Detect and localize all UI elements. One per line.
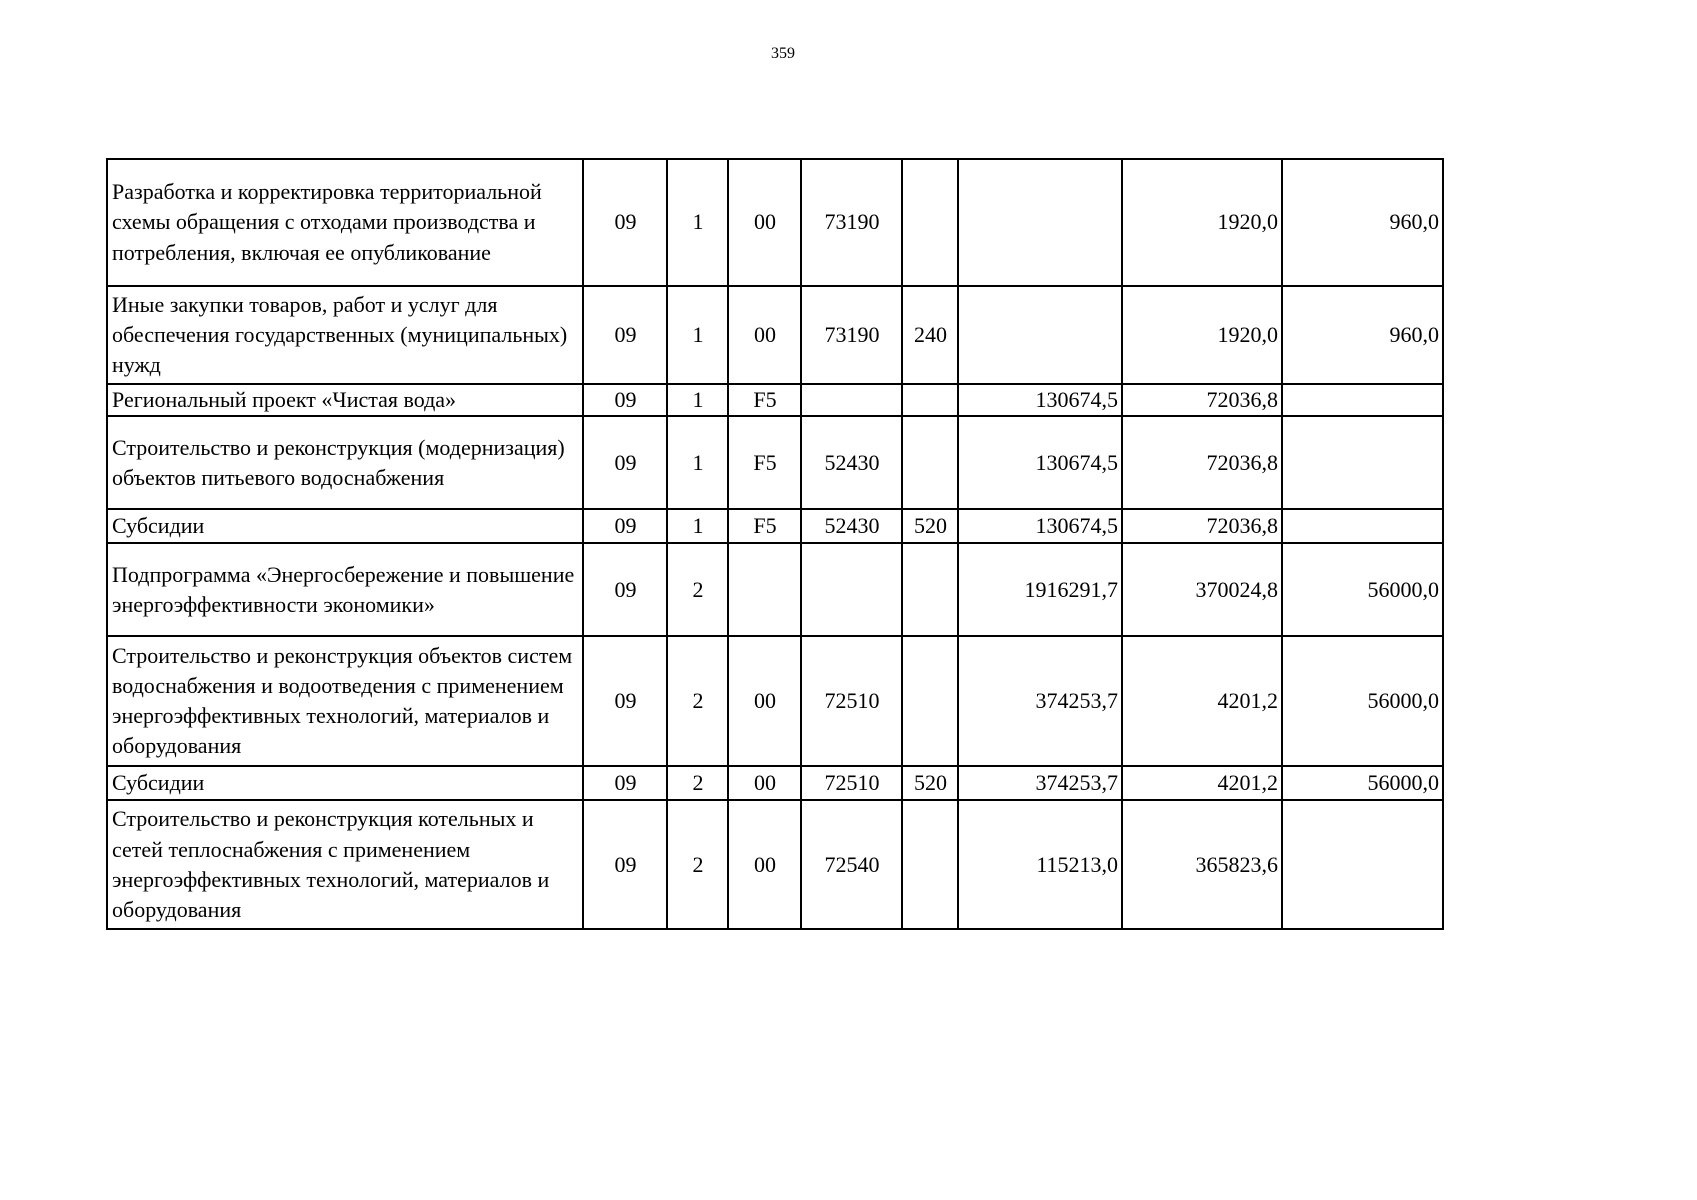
program-code: 2 <box>667 800 728 929</box>
direction-code: 73190 <box>801 159 902 286</box>
amount-1: 374253,7 <box>958 766 1122 800</box>
program-code: 2 <box>667 766 728 800</box>
budget-table <box>106 158 1444 930</box>
amount-1: 130674,5 <box>958 416 1122 509</box>
expense-type-code <box>902 416 958 509</box>
expense-type-code: 240 <box>902 286 958 384</box>
expense-type-code <box>902 636 958 766</box>
program-code: 1 <box>667 509 728 543</box>
amount-1: 374253,7 <box>958 636 1122 766</box>
amount-3: 960,0 <box>1282 286 1443 384</box>
budget-table-body <box>107 159 1443 929</box>
ministry-code: 09 <box>583 636 667 766</box>
row-name: Строительство и реконструкция объектов систем водоснабжения и водоотведения с применением энергоэффективных технологий, материалов и оборудования <box>107 636 583 766</box>
amount-1: 130674,5 <box>958 384 1122 416</box>
expense-type-code <box>902 800 958 929</box>
table-row <box>107 384 1443 416</box>
amount-3 <box>1282 800 1443 929</box>
table-row <box>107 766 1443 800</box>
direction-code: 72510 <box>801 766 902 800</box>
expense-type-code <box>902 384 958 416</box>
subprogram-code: 00 <box>728 800 801 929</box>
table-row <box>107 159 1443 286</box>
expense-type-code <box>902 159 958 286</box>
ministry-code: 09 <box>583 159 667 286</box>
ministry-code: 09 <box>583 416 667 509</box>
subprogram-code <box>728 543 801 636</box>
amount-2: 370024,8 <box>1122 543 1282 636</box>
amount-3 <box>1282 384 1443 416</box>
table-row <box>107 416 1443 509</box>
subprogram-code: 00 <box>728 766 801 800</box>
direction-code <box>801 543 902 636</box>
subprogram-code: F5 <box>728 384 801 416</box>
expense-type-code: 520 <box>902 509 958 543</box>
ministry-code: 09 <box>583 384 667 416</box>
row-name: Региональный проект «Чистая вода» <box>107 384 583 416</box>
amount-3: 56000,0 <box>1282 766 1443 800</box>
amount-2: 72036,8 <box>1122 384 1282 416</box>
row-name: Субсидии <box>107 766 583 800</box>
subprogram-code: 00 <box>728 286 801 384</box>
amount-3: 56000,0 <box>1282 543 1443 636</box>
amount-2: 72036,8 <box>1122 509 1282 543</box>
amount-3: 960,0 <box>1282 159 1443 286</box>
amount-3 <box>1282 416 1443 509</box>
amount-2: 4201,2 <box>1122 636 1282 766</box>
amount-2: 365823,6 <box>1122 800 1282 929</box>
program-code: 2 <box>667 543 728 636</box>
table-row <box>107 286 1443 384</box>
row-name: Строительство и реконструкция котельных и сетей теплоснабжения с применением энергоэффективных технологий, материалов и оборудования <box>107 800 583 929</box>
row-name: Субсидии <box>107 509 583 543</box>
amount-2: 72036,8 <box>1122 416 1282 509</box>
amount-3: 56000,0 <box>1282 636 1443 766</box>
subprogram-code: 00 <box>728 159 801 286</box>
amount-1: 115213,0 <box>958 800 1122 929</box>
program-code: 1 <box>667 159 728 286</box>
row-name: Разработка и корректировка территориальной схемы обращения с отходами производства и потребления, включая ее опубликование <box>107 159 583 286</box>
amount-3 <box>1282 509 1443 543</box>
ministry-code: 09 <box>583 543 667 636</box>
direction-code: 52430 <box>801 509 902 543</box>
amount-2: 1920,0 <box>1122 159 1282 286</box>
ministry-code: 09 <box>583 509 667 543</box>
direction-code: 52430 <box>801 416 902 509</box>
ministry-code: 09 <box>583 286 667 384</box>
subprogram-code: 00 <box>728 636 801 766</box>
table-row <box>107 509 1443 543</box>
expense-type-code: 520 <box>902 766 958 800</box>
expense-type-code <box>902 543 958 636</box>
ministry-code: 09 <box>583 766 667 800</box>
ministry-code: 09 <box>583 800 667 929</box>
amount-2: 4201,2 <box>1122 766 1282 800</box>
direction-code <box>801 384 902 416</box>
row-name: Иные закупки товаров, работ и услуг для обеспечения государственных (муниципальных) нужд <box>107 286 583 384</box>
table-row <box>107 636 1443 766</box>
table-row <box>107 800 1443 929</box>
row-name: Подпрограмма «Энергосбережение и повышение энергоэффективности экономики» <box>107 543 583 636</box>
program-code: 2 <box>667 636 728 766</box>
direction-code: 72510 <box>801 636 902 766</box>
direction-code: 72540 <box>801 800 902 929</box>
amount-1 <box>958 159 1122 286</box>
subprogram-code: F5 <box>728 509 801 543</box>
program-code: 1 <box>667 416 728 509</box>
row-name: Строительство и реконструкция (модернизация) объектов питьевого водоснабжения <box>107 416 583 509</box>
table-row <box>107 543 1443 636</box>
program-code: 1 <box>667 384 728 416</box>
page-number: 359 <box>771 45 795 62</box>
amount-2: 1920,0 <box>1122 286 1282 384</box>
direction-code: 73190 <box>801 286 902 384</box>
program-code: 1 <box>667 286 728 384</box>
amount-1: 130674,5 <box>958 509 1122 543</box>
subprogram-code: F5 <box>728 416 801 509</box>
amount-1 <box>958 286 1122 384</box>
amount-1: 1916291,7 <box>958 543 1122 636</box>
